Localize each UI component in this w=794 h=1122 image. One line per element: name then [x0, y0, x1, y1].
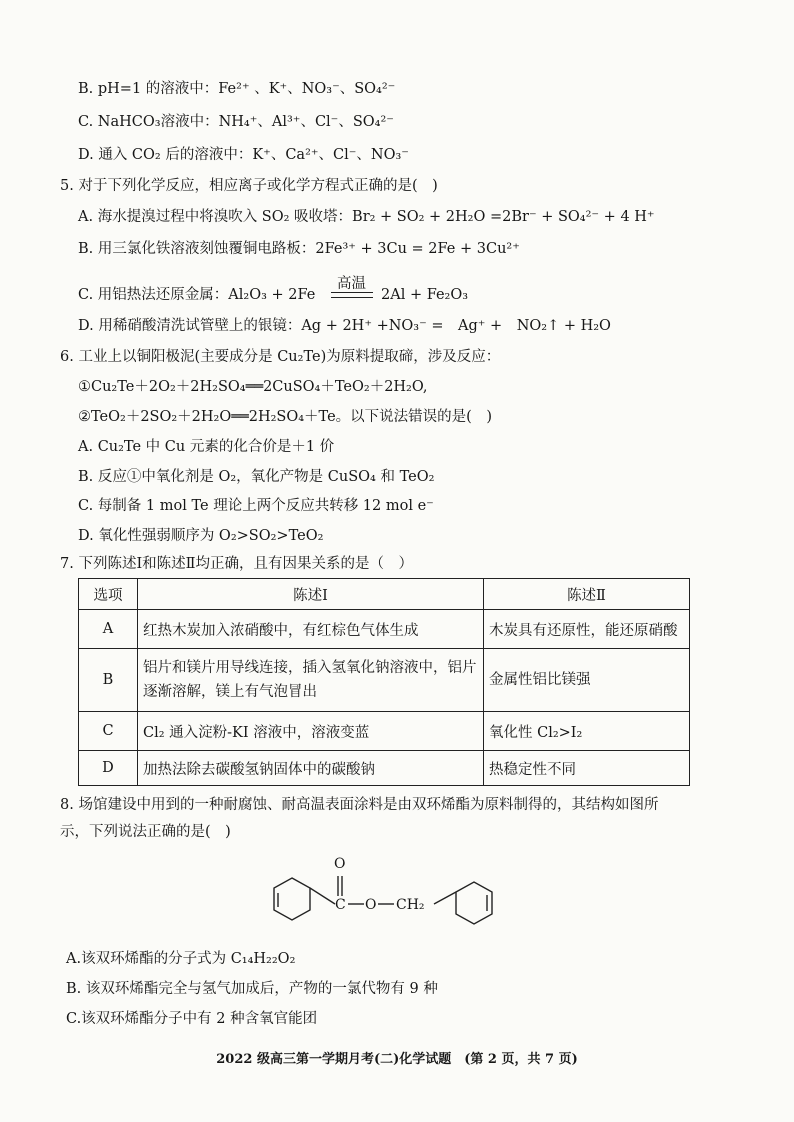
q7-stem: 7. 下列陈述Ⅰ和陈述Ⅱ均正确，且有因果关系的是（ ） [60, 556, 414, 572]
table-row [79, 649, 690, 712]
q4-option-d: D. 通入 CO₂ 后的溶液中：K⁺、Ca²⁺、Cl⁻、NO₃⁻ [78, 147, 409, 163]
cyclohexene-ring-left [274, 878, 310, 920]
statement-1-cell: Cl₂ 通入淀粉-KI 溶液中，溶液变蓝 [138, 712, 484, 751]
q5-option-c-left: C. 用铝热法还原金属：Al₂O₃ + 2Fe [78, 287, 316, 303]
q5-option-c-right: 2Al + Fe₂O₃ [381, 287, 469, 303]
ester-oxygen-label: O [365, 897, 377, 913]
q5-stem: 5. 对于下列化学反应，相应离子或化学方程式正确的是( ) [60, 178, 438, 194]
option-label: A [79, 610, 138, 649]
table-row [79, 751, 690, 786]
methylene-label: CH₂ [396, 897, 425, 913]
q5-option-b: B. 用三氯化铁溶液刻蚀覆铜电路板：2Fe³⁺ + 3Cu = 2Fe + 3Cu²⁺ [78, 241, 520, 257]
q6-option-c: C. 每制备 1 mol Te 理论上两个反应共转移 12 mol e⁻ [78, 498, 434, 514]
statement-1-cell: 铝片和镁片用导线连接，插入氢氧化钠溶液中，铝片逐渐溶解，镁上有气泡冒出 [138, 649, 484, 712]
q8-option-c: C.该双环烯酯分子中有 2 种含氧官能团 [66, 1011, 318, 1027]
option-label: D [79, 751, 138, 786]
statement-2-cell: 热稳定性不同 [484, 751, 690, 786]
table-row [79, 610, 690, 649]
statement-1-cell: 红热木炭加入浓硝酸中，有红棕色气体生成 [138, 610, 484, 649]
q6-reaction-2: ②TeO₂＋2SO₂＋2H₂O══2H₂SO₄＋Te。以下说法错误的是( ) [78, 409, 492, 425]
q8-option-a: A.该双环烯酯的分子式为 C₁₄H₂₂O₂ [66, 951, 296, 967]
q6-reaction-1: ①Cu₂Te＋2O₂＋2H₂SO₄══2CuSO₄＋TeO₂＋2H₂O, [78, 379, 428, 395]
q4-option-b: B. pH=1 的溶液中：Fe²⁺ 、K⁺、NO₃⁻、SO₄²⁻ [78, 81, 396, 97]
q6-option-a: A. Cu₂Te 中 Cu 元素的化合价是＋1 价 [78, 439, 335, 455]
table-header-option: 选项 [79, 579, 138, 610]
q5-option-a: A. 海水提溴过程中将溴吹入 SO₂ 吸收塔：Br₂ + SO₂ + 2H₂O =2Br⁻ + SO₄²⁻ + 4 H⁺ [78, 209, 655, 225]
q6-stem: 6. 工业上以铜阳极泥(主要成分是 Cu₂Te)为原料提取碲，涉及反应： [60, 349, 501, 365]
q7-table [78, 578, 690, 786]
statement-2-cell: 木炭具有还原性，能还原硝酸 [484, 610, 690, 649]
q4-option-c: C. NaHCO₃溶液中：NH₄⁺、Al³⁺、Cl⁻、SO₄²⁻ [78, 114, 394, 130]
table-header-row [79, 579, 690, 610]
q5-option-c-condition: 高温 [337, 276, 366, 292]
q8-stem-line-1: 8. 场馆建设中用到的一种耐腐蚀、耐高温表面涂料是由双环烯酯为原料制得的，其结构如图所 [60, 797, 659, 813]
q6-option-b: B. 反应①中氧化剂是 O₂，氧化产物是 CuSO₄ 和 TeO₂ [78, 469, 435, 485]
table-row [79, 712, 690, 751]
q8-option-b: B. 该双环烯酯完全与氢气加成后，产物的一氯代物有 9 种 [66, 981, 438, 997]
table-header-statement-2: 陈述Ⅱ [484, 579, 690, 610]
page-footer: 2022 级高三第一学期月考(二)化学试题 (第 2 页，共 7 页) [216, 1052, 578, 1067]
q5-option-d: D. 用稀硝酸清洗试管壁上的银镜：Ag + 2H⁺ +NO₃⁻ = Ag⁺ + NO₂↑ + H₂O [78, 318, 611, 334]
bond-ring-to-carbonyl [310, 888, 335, 904]
q5-equals-sign [331, 292, 373, 298]
bond-ch2-ring [434, 892, 456, 904]
carbonyl-carbon-label: C [335, 897, 346, 913]
statement-2-cell: 氧化性 Cl₂>I₂ [484, 712, 690, 751]
option-label: B [79, 649, 138, 712]
option-label: C [79, 712, 138, 751]
q6-option-d: D. 氧化性强弱顺序为 O₂>SO₂>TeO₂ [78, 528, 324, 544]
q8-stem-line-2: 示，下列说法正确的是( ) [60, 824, 231, 840]
statement-2-cell: 金属性铝比镁强 [484, 649, 690, 712]
statement-1-cell: 加热法除去碳酸氢钠固体中的碳酸钠 [138, 751, 484, 786]
carbonyl-oxygen-label: O [334, 856, 346, 872]
table-header-statement-1: 陈述Ⅰ [138, 579, 484, 610]
molecular-structure [270, 848, 500, 938]
